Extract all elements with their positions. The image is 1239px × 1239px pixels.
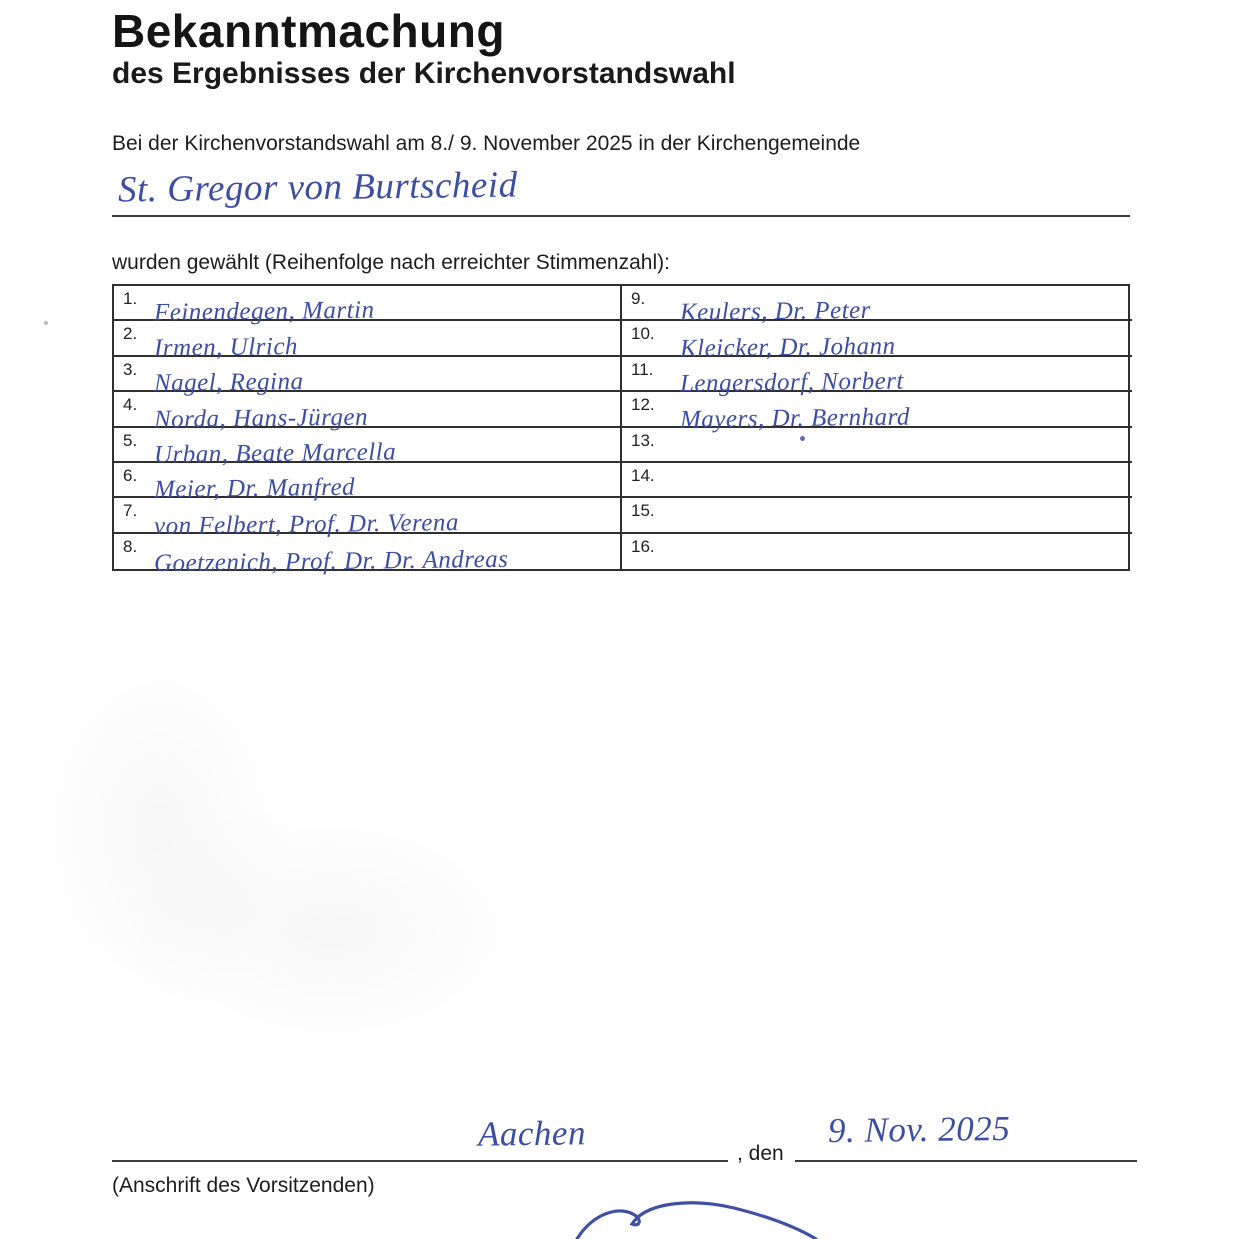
rank-number: 2. bbox=[123, 324, 138, 344]
rank-number: 1. bbox=[123, 289, 138, 308]
table-row bbox=[622, 498, 1132, 533]
date-handwritten: 9. Nov. 2025 bbox=[827, 1108, 1011, 1151]
place-handwritten: Aachen bbox=[477, 1113, 587, 1154]
elected-name-handwritten: Mayers, Dr. Bernhard bbox=[679, 403, 911, 433]
rank-number: 12. bbox=[631, 395, 655, 415]
parish-write-line bbox=[112, 215, 1130, 217]
rank-number: 7. bbox=[123, 501, 138, 521]
rank-number: 6. bbox=[123, 465, 138, 485]
den-label: , den bbox=[737, 1142, 784, 1165]
results-table bbox=[112, 284, 1130, 578]
elected-name-handwritten: Keulers, Dr. Peter bbox=[679, 297, 872, 327]
elected-name-handwritten: Feinendegen, Martin bbox=[153, 297, 375, 327]
elected-name-handwritten: Lengersdorf, Norbert bbox=[679, 367, 905, 398]
rank-number: 5. bbox=[123, 430, 138, 450]
rank-number: 4. bbox=[123, 395, 138, 415]
elected-name-handwritten: Norda, Hans-Jürgen bbox=[153, 403, 369, 433]
elected-name-handwritten: Irmen, Ulrich bbox=[153, 332, 299, 362]
elected-name-handwritten: Goetzenich, Prof. Dr. Dr. Andreas bbox=[153, 545, 509, 578]
ink-dot-artifact bbox=[800, 436, 805, 441]
rank-number: 11. bbox=[631, 359, 654, 379]
rank-number: 9. bbox=[631, 289, 646, 308]
signature-stroke bbox=[552, 1196, 852, 1239]
elected-name-handwritten: von Felbert, Prof. Dr. Verena bbox=[153, 508, 460, 540]
page-subtitle: des Ergebnisses der Kirchenvorstandswahl bbox=[112, 57, 736, 90]
rank-number: 14. bbox=[631, 465, 655, 485]
rank-number: 16. bbox=[631, 536, 655, 556]
elected-name-handwritten: Nagel, Regina bbox=[153, 368, 304, 398]
intro-text: Bei der Kirchenvorstandswahl am 8./ 9. November 2025 in der Kirchengemeinde bbox=[112, 132, 861, 155]
table-row bbox=[622, 286, 1132, 327]
elected-intro-text: wurden gewählt (Reihenfolge nach erreichter Stimmenzahl): bbox=[112, 251, 670, 274]
rank-number: 10. bbox=[631, 324, 655, 344]
rank-number: 8. bbox=[123, 536, 138, 556]
elected-name-handwritten: Kleicker, Dr. Johann bbox=[679, 332, 896, 363]
address-caption: (Anschrift des Vorsitzenden) bbox=[112, 1174, 375, 1197]
date-write-line bbox=[795, 1160, 1137, 1162]
table-row bbox=[622, 534, 1132, 569]
parish-name-handwritten: St. Gregor von Burtscheid bbox=[117, 164, 518, 211]
table-row bbox=[114, 286, 622, 327]
scan-speck-artifact bbox=[44, 321, 48, 325]
elected-name-handwritten: Urban, Beate Marcella bbox=[153, 438, 397, 469]
place-write-line bbox=[112, 1160, 728, 1162]
rank-number: 13. bbox=[631, 430, 655, 450]
table-row bbox=[622, 463, 1132, 498]
rank-number: 3. bbox=[123, 359, 138, 379]
elected-name-handwritten: Meier, Dr. Manfred bbox=[153, 474, 356, 504]
rank-number: 15. bbox=[631, 501, 655, 521]
scan-smudge bbox=[30, 640, 290, 1020]
page-title: Bekanntmachung bbox=[112, 5, 505, 57]
